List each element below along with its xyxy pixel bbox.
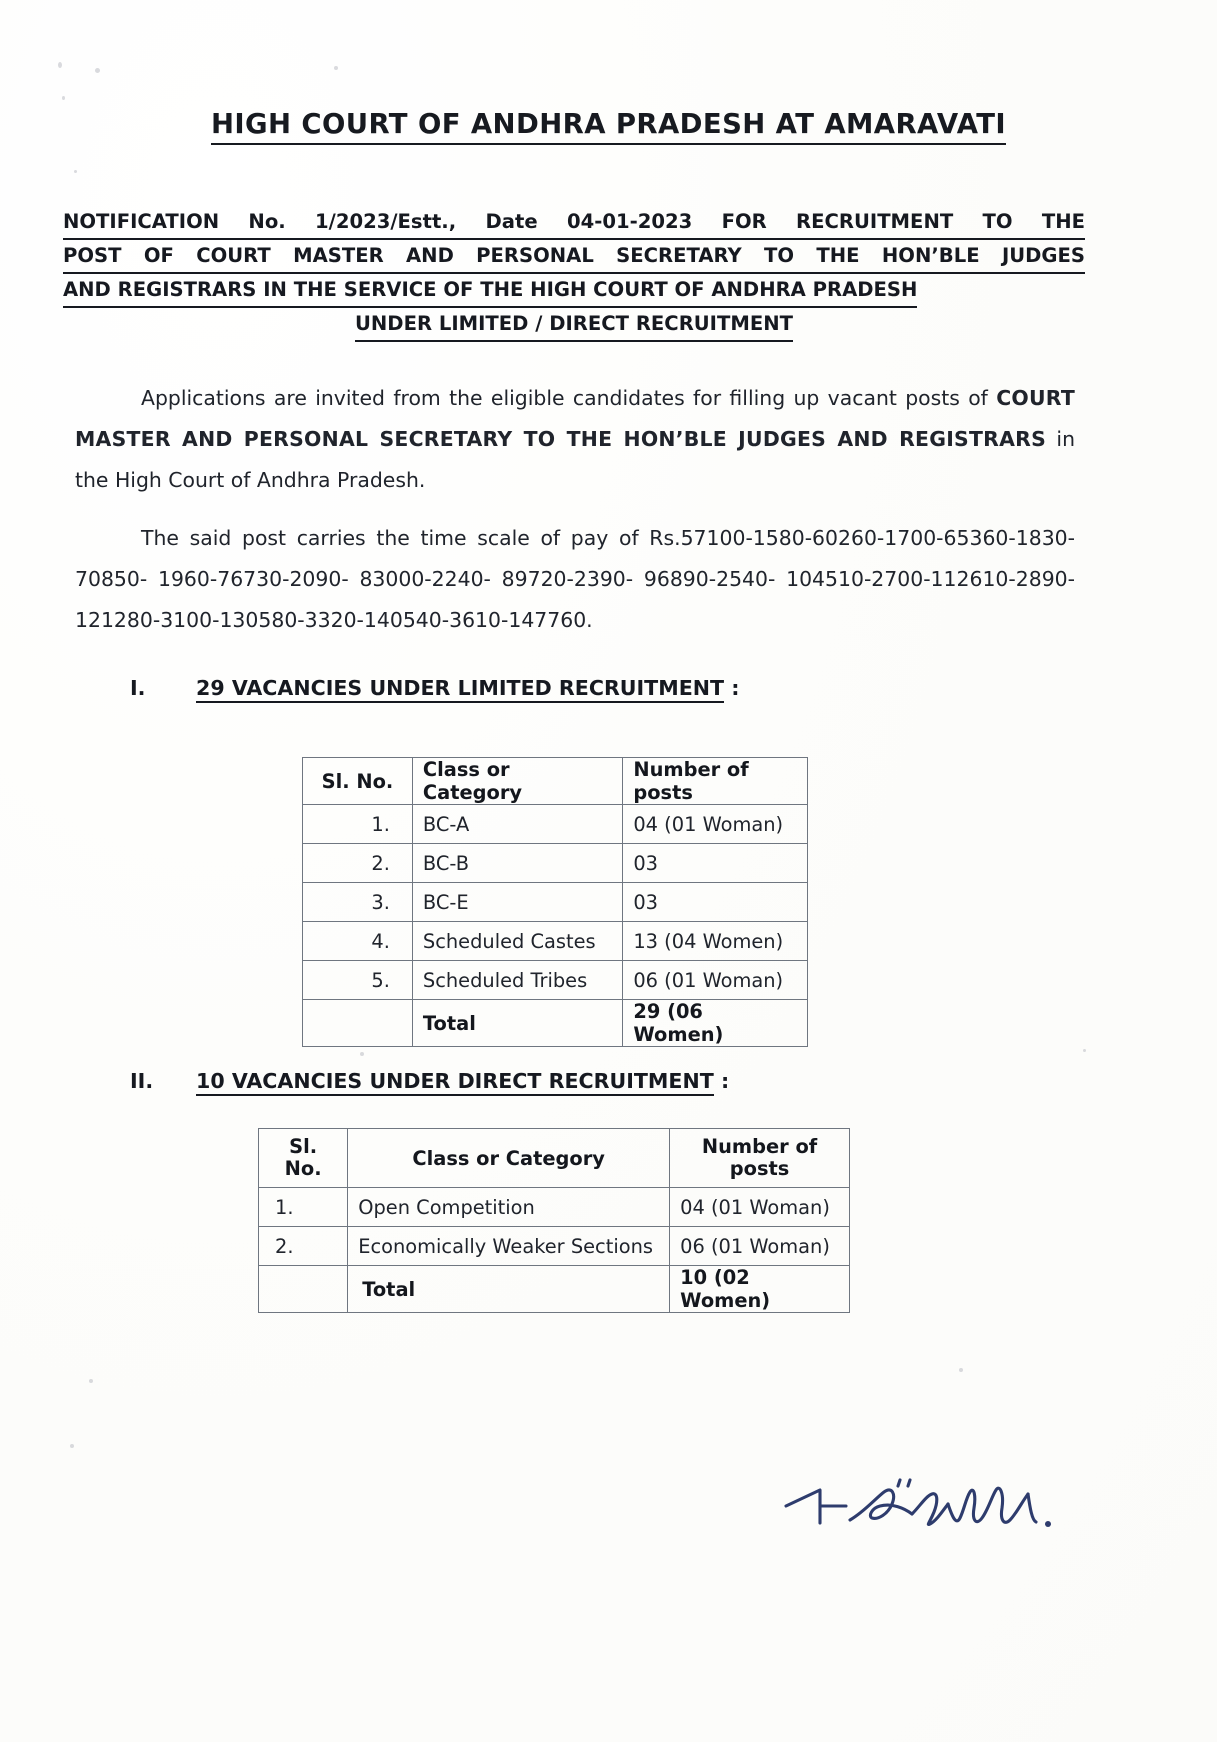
notification-line-3: AND REGISTRARS IN THE SERVICE OF THE HIGH COURT OF ANDHRA PRADESH (63, 276, 917, 308)
cell-posts: 03 (623, 883, 808, 922)
intro-text-before: Applications are invited from the eligible candidates for filling up vacant posts of (141, 386, 997, 410)
header-num-line1: Number of (701, 1135, 818, 1158)
table-row (303, 961, 808, 1000)
cell-category: BC-A (412, 805, 622, 844)
post-name-bold: COURT MASTER AND PERSONAL SECRETARY TO THE HON’BLE JUDGES AND REGISTRARS (75, 386, 1075, 451)
table-row (259, 1227, 850, 1266)
cell-sl: 1. (303, 805, 413, 844)
cell-sl: 3. (303, 883, 413, 922)
cell-sl: 2. (303, 844, 413, 883)
notification-line-4: UNDER LIMITED / DIRECT RECRUITMENT (355, 310, 793, 342)
page-title (0, 108, 1217, 140)
intro-paragraph (75, 378, 1075, 501)
table-header-row (303, 758, 808, 805)
section-title-limited (196, 676, 739, 700)
table-row (303, 844, 808, 883)
cell-sl-empty (303, 1000, 413, 1047)
table-header-row (259, 1129, 850, 1188)
table-row (259, 1188, 850, 1227)
cell-total-label: Total (412, 1000, 622, 1047)
pay-scale-text: The said post carries the time scale of pay of Rs.57100-1580-60260-1700-65360-1830-70850- 1960-76730-2090- 83000-2240- 89720-2390- 96890-2540- 104510-2700-112610-2890-121280-3100-130580-3320-140540-3610-147760. (75, 526, 1075, 632)
section-colon: : (713, 1069, 730, 1093)
section-colon: : (724, 676, 740, 700)
column-header-sl-no (259, 1129, 348, 1188)
cell-total-label: Total (348, 1266, 670, 1313)
table-row (303, 805, 808, 844)
header-num-line2: posts (729, 1157, 790, 1180)
cell-sl: 1. (259, 1188, 348, 1227)
table-total-row (303, 1000, 808, 1047)
section-title-underline: 10 VACANCIES UNDER DIRECT RECRUITMENT (196, 1069, 714, 1096)
table-direct-recruitment (258, 1128, 850, 1313)
notification-line-2: POST OF COURT MASTER AND PERSONAL SECRETARY TO THE HON’BLE JUDGES (63, 242, 1085, 274)
cell-posts: 06 (01 Woman) (670, 1227, 850, 1266)
table-limited-recruitment (302, 757, 808, 1047)
section-numeral-i: I. (130, 676, 146, 700)
intro-text-after: in the High Court of Andhra Pradesh. (75, 427, 1075, 492)
cell-posts: 04 (01 Woman) (670, 1188, 850, 1227)
cell-category: Scheduled Castes (412, 922, 622, 961)
pay-scale-paragraph (75, 518, 1075, 641)
cell-total-posts: 10 (02 Women) (670, 1266, 850, 1313)
notification-line-1: NOTIFICATION No. 1/2023/Estt., Date 04-01-2023 FOR RECRUITMENT TO THE (63, 208, 1085, 240)
cell-sl: 5. (303, 961, 413, 1000)
cell-posts: 04 (01 Woman) (623, 805, 808, 844)
header-sl-line1: Sl. (289, 1135, 318, 1158)
cell-category: BC-E (412, 883, 622, 922)
section-title-direct (196, 1069, 729, 1093)
signature-mark (780, 1468, 1080, 1558)
column-header-sl-no: Sl. No. (303, 758, 413, 805)
cell-category: Economically Weaker Sections (348, 1227, 670, 1266)
column-header-class-category: Class or Category (412, 758, 622, 805)
column-header-number-posts: Number of posts (623, 758, 808, 805)
cell-category: Open Competition (348, 1188, 670, 1227)
cell-sl: 4. (303, 922, 413, 961)
cell-sl-empty (259, 1266, 348, 1313)
cell-sl: 2. (259, 1227, 348, 1266)
column-header-class-category: Class or Category (348, 1129, 670, 1188)
table-total-row (259, 1266, 850, 1313)
column-header-number-posts (670, 1129, 850, 1188)
cell-total-posts: 29 (06 Women) (623, 1000, 808, 1047)
header-sl-line2: No. (284, 1157, 322, 1180)
page-title-text: HIGH COURT OF ANDHRA PRADESH AT AMARAVATI (211, 108, 1006, 145)
signature-icon (780, 1468, 1080, 1558)
cell-posts: 13 (04 Women) (623, 922, 808, 961)
cell-posts: 03 (623, 844, 808, 883)
table-row (303, 922, 808, 961)
section-numeral-ii: II. (130, 1069, 154, 1093)
cell-category: BC-B (412, 844, 622, 883)
notification-heading (63, 208, 1085, 344)
cell-category: Scheduled Tribes (412, 961, 622, 1000)
table-row (303, 883, 808, 922)
cell-posts: 06 (01 Woman) (623, 961, 808, 1000)
section-title-underline: 29 VACANCIES UNDER LIMITED RECRUITMENT (196, 676, 724, 703)
